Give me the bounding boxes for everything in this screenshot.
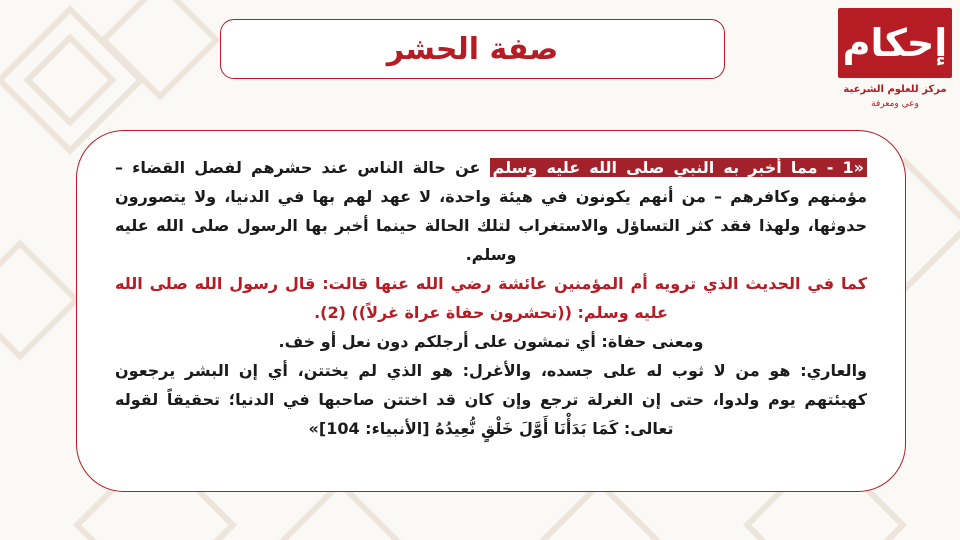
logo-wordmark: إحكام xyxy=(842,21,948,65)
title-frame xyxy=(220,19,725,79)
hadith-intro: كما في الحديث الذي ترويه أم المؤمنين عائشة رضي الله عنها قالت: قال رسول الله صلى الله عليه وسلم: xyxy=(115,274,867,322)
intro-text: عن حالة الناس عند حشرهم لفصل القضاء – مؤمنهم وكافرهم – من أنهم يكونون في هيئة واحدة، لا عهد لهم بها في الدنيا، ولا يتصورون حدوثها، ولهذا فقد كثر التساؤل والاستغراب لتلك الحالة حينما أخبر بها الرسول صلى الله عليه وسلم. xyxy=(115,158,867,264)
hadith-quote: ((تحشرون حفاة عراة غرلاً)) (2). xyxy=(314,303,572,322)
paragraph-intro xyxy=(115,153,867,269)
highlighted-phrase xyxy=(490,158,867,177)
logo-subtagline: وعي ومعرفة xyxy=(871,99,919,109)
paragraph-hadith xyxy=(115,269,867,327)
paragraph-definition-naked: والعاري: هو من لا ثوب له على جسده، والأغرل: هو الذي لم يختتن، أي إن البشر يرجعون كهيئتهم يوم ولدوا، حتى إن الغرلة ترجع وإن كان قد اختتن صاحبها في الدنيا؛ تحقيقاً لقوله تعالى: كَمَا بَدَأْنَا أَوَّلَ خَلْقٍ نُّعِيدُهُ [الأنبياء: 104]» xyxy=(115,361,867,438)
paragraph-definition-barefoot: ومعنى حفاة: أي تمشون على أرجلكم دون نعل أو خف. xyxy=(278,332,704,351)
quote-open: « xyxy=(853,158,864,177)
logo-tagline: مركز للعلوم الشرعية xyxy=(843,84,947,95)
logo-mark xyxy=(838,8,952,78)
highlight-text: 1 - مما أخبر به النبي صلى الله عليه وسلم xyxy=(492,158,854,177)
brand-logo xyxy=(834,4,956,110)
slide-title: صفة الحشر xyxy=(386,31,559,67)
content-frame xyxy=(76,130,906,492)
